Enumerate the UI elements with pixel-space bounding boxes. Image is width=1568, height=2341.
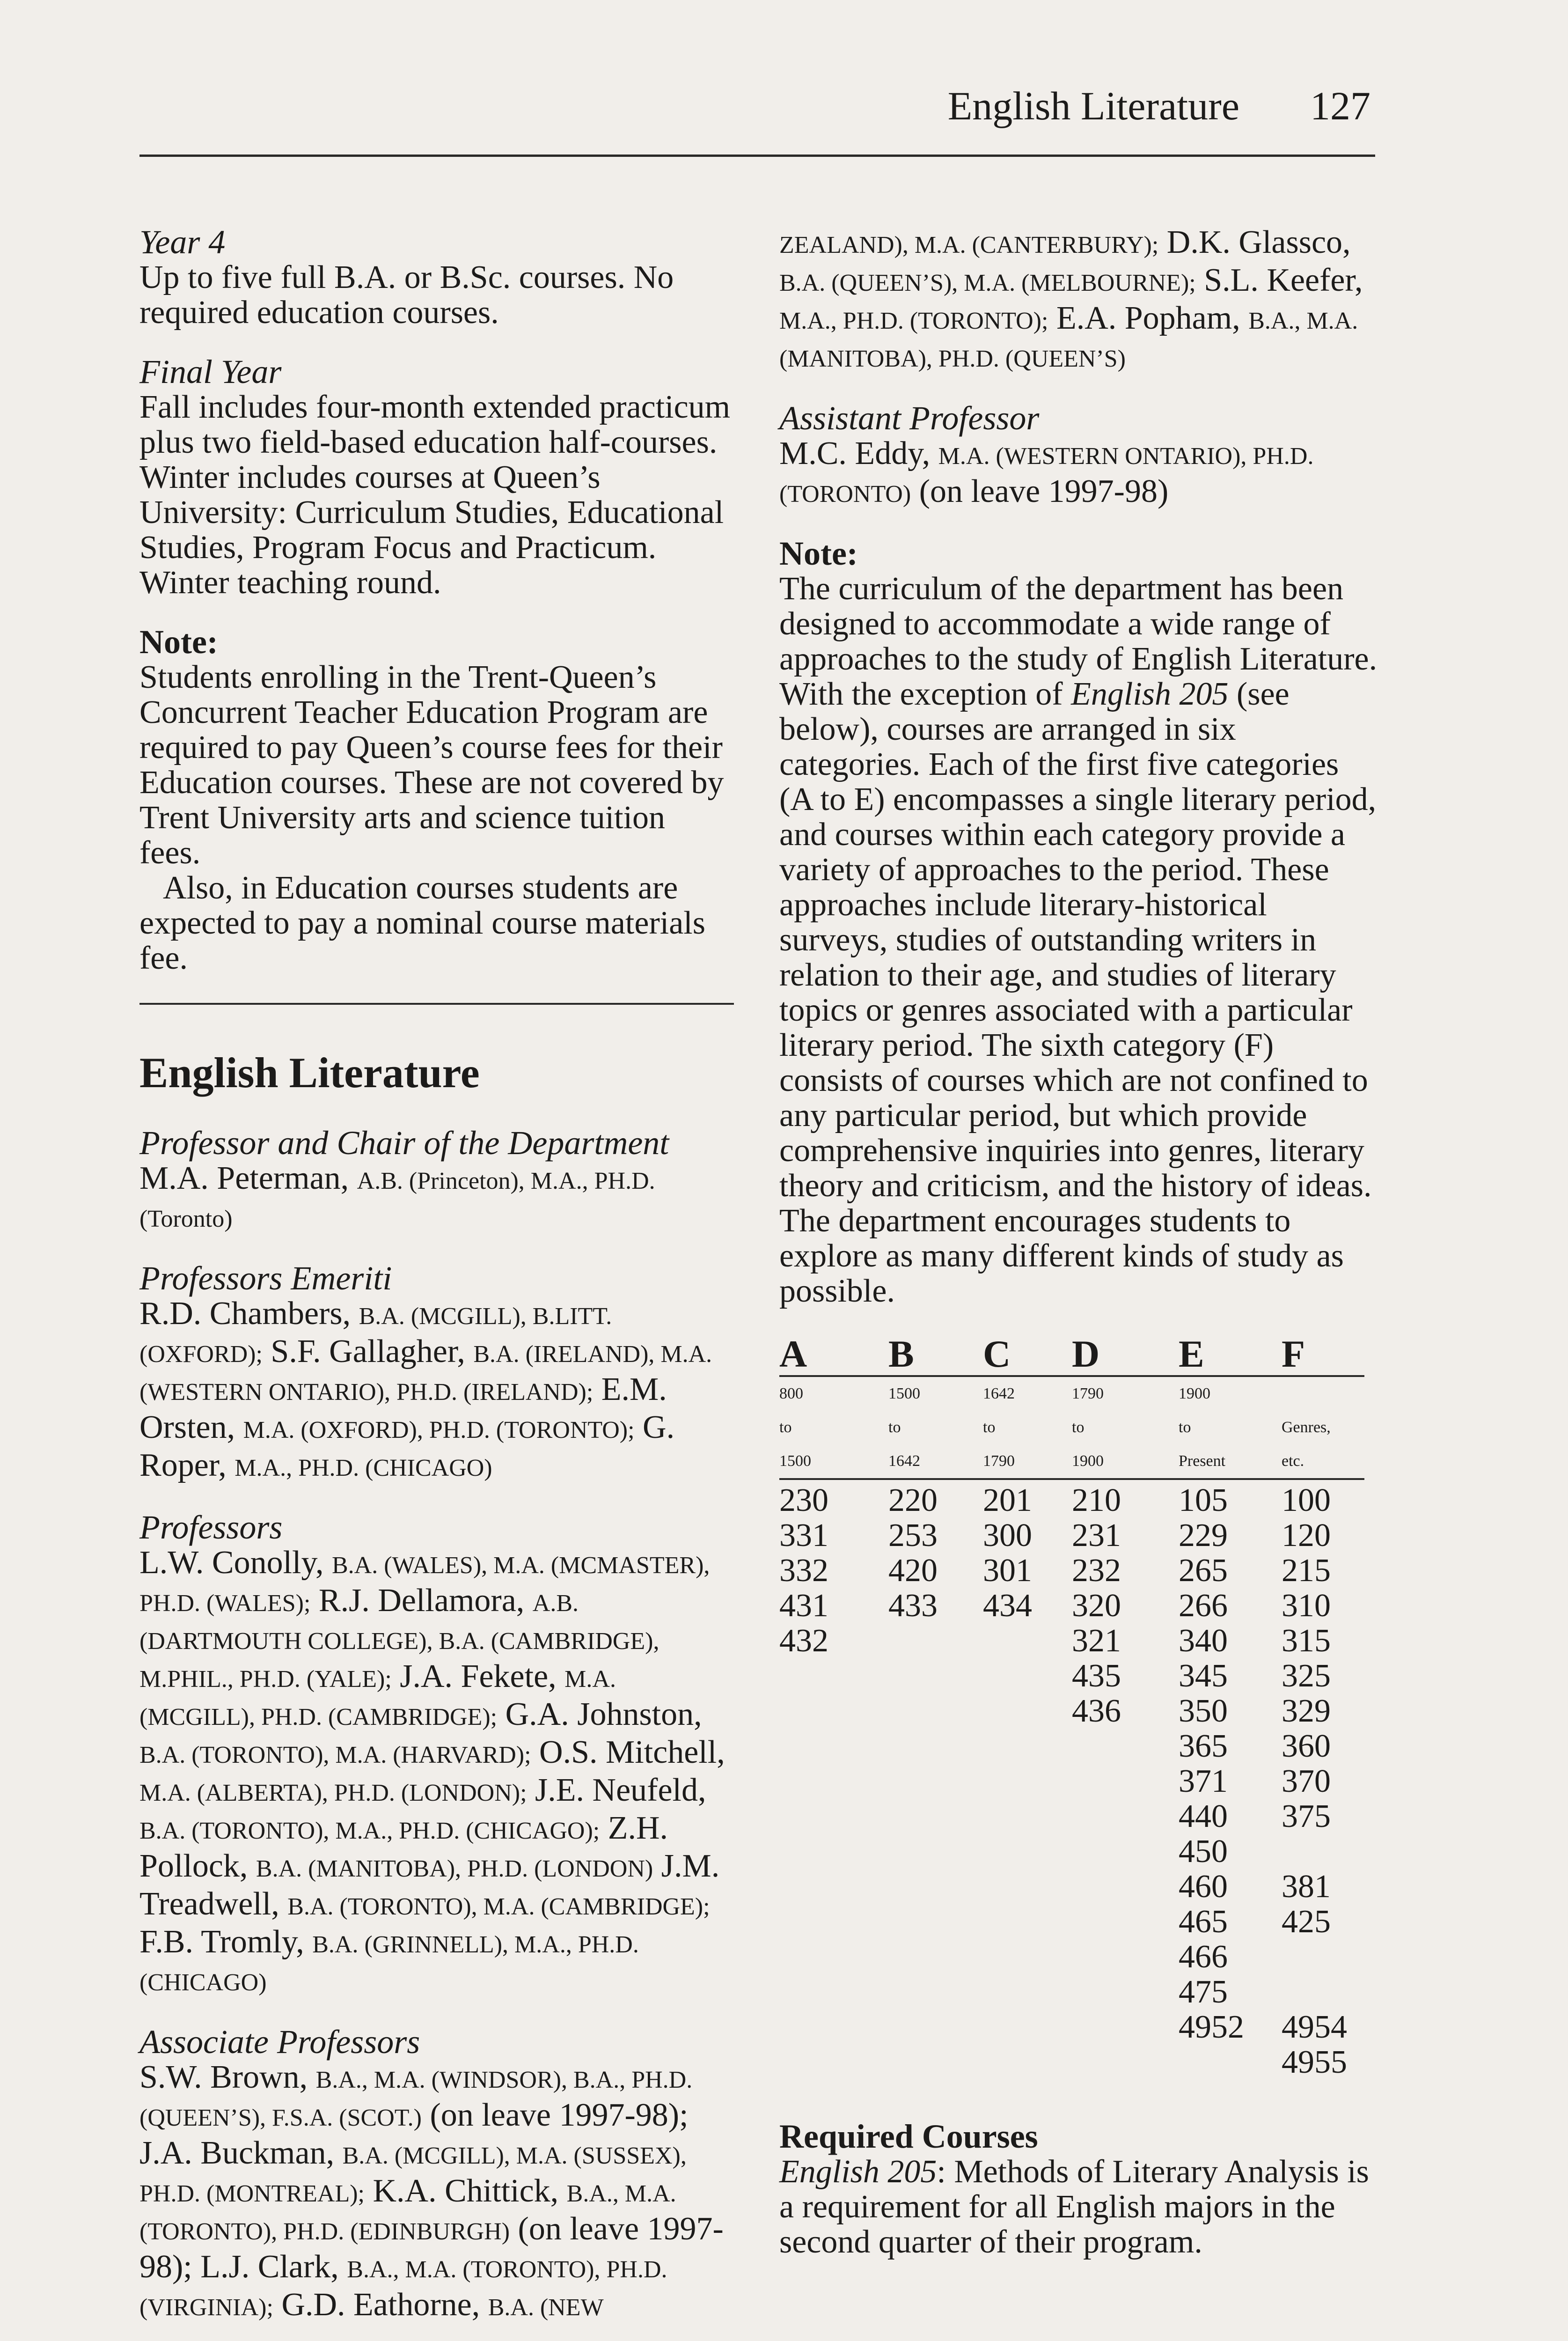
category-course-columns: [779, 1483, 1378, 2080]
right-column: [779, 225, 1378, 2260]
course-number: 360: [1282, 1728, 1331, 1764]
course-number: 420: [888, 1553, 938, 1589]
course-number: 100: [1282, 1482, 1331, 1518]
education-note-p1: Students enrolling in the Trent-Queen’s Concurrent Teacher Education Program are required to pay Queen’s course fees for their Education courses. These are not covered by Trent University arts and science tuition fees.: [139, 659, 724, 871]
faculty-credentials: B.A. (TORONTO), M.A., PH.D. (CHICAGO);: [139, 1818, 600, 1844]
faculty-credentials: B.A. (TORONTO), M.A. (CAMBRIDGE);: [287, 1893, 710, 1920]
faculty-credentials: ZEALAND), M.A. (CANTERBURY);: [779, 232, 1159, 258]
faculty-note: (on leave 1997-98);: [430, 2097, 689, 2133]
faculty-credentials: B.A. (QUEEN’S), M.A. (MELBOURNE);: [779, 270, 1196, 296]
faculty-name: L.J. Clark,: [200, 2249, 339, 2285]
faculty-name: D.K. Glassco,: [1166, 224, 1351, 260]
course-number: 301: [983, 1553, 1032, 1589]
category-course-column: [1072, 1483, 1179, 2080]
curriculum-note-heading: Note:: [779, 535, 858, 572]
range-to: Genres,: [1282, 1419, 1331, 1436]
range-start: 1642: [983, 1385, 1015, 1402]
course-number: 265: [1179, 1553, 1228, 1589]
faculty-credentials: B.A. (TORONTO), M.A. (HARVARD);: [139, 1742, 531, 1768]
note-course-reference: English 205: [1071, 676, 1229, 712]
required-courses: [779, 2119, 1378, 2260]
faculty-name: J.E. Neufeld,: [535, 1772, 706, 1808]
faculty-credentials: B.A. (WALES), M.A. (MCMASTER), PH.D. (WALES);: [139, 1552, 710, 1617]
chair-entry: [139, 1161, 734, 1237]
category-course-column: [888, 1483, 983, 2080]
course-number: [1282, 1834, 1375, 1869]
faculty-name: S.W. Brown,: [139, 2059, 308, 2095]
course-number: 425: [1282, 1904, 1331, 1940]
course-number: 371: [1179, 1763, 1228, 1799]
curriculum-note-text: [779, 571, 1378, 1309]
range-end: 1500: [779, 1452, 811, 1470]
course-number: 345: [1179, 1658, 1228, 1694]
faculty-name: S.L. Keefer,: [1204, 262, 1363, 298]
course-number: [1282, 1974, 1375, 2010]
chair-heading: Professor and Chair of the Department: [139, 1124, 669, 1162]
range-row-start: [779, 1377, 1378, 1411]
course-number: 436: [1072, 1693, 1121, 1729]
assistant-entry: [779, 436, 1378, 512]
education-note: [139, 625, 734, 976]
course-number: 321: [1072, 1623, 1121, 1659]
associate-continued: [779, 225, 1378, 376]
course-number: 253: [888, 1517, 938, 1553]
required-courses-description: : Methods of Literary Analysis is a requirement for all English majors in the second quarter of their program.: [779, 2154, 1369, 2260]
course-number: 340: [1179, 1623, 1228, 1659]
course-number: 210: [1072, 1482, 1121, 1518]
course-number: 215: [1282, 1553, 1331, 1589]
course-number: 466: [1179, 1939, 1228, 1975]
chair-name: M.A. Peterman,: [139, 1160, 349, 1196]
curriculum-note: [779, 536, 1378, 1309]
professors-heading: Professors: [139, 1509, 283, 1546]
range-to: to: [983, 1419, 996, 1436]
year4-text: Up to five full B.A. or B.Sc. courses. No required education courses.: [139, 259, 674, 331]
range-start: 1500: [888, 1385, 920, 1402]
faculty-note: (on leave 1997-98);: [139, 2211, 724, 2285]
category-course-column: [983, 1483, 1072, 2080]
course-number: 310: [1282, 1588, 1331, 1624]
course-number: 475: [1179, 1974, 1228, 2010]
page-number: 127: [1310, 83, 1370, 128]
faculty-name: M.C. Eddy,: [779, 435, 931, 471]
category-letter: D: [1072, 1332, 1100, 1375]
faculty-name: G.D. Eathorne,: [281, 2287, 480, 2323]
faculty-name: G.A. Johnston,: [505, 1696, 702, 1732]
faculty-credentials: M.A. (MCGILL), PH.D. (CAMBRIDGE);: [139, 1666, 616, 1730]
category-letter: A: [779, 1332, 807, 1375]
course-number: 434: [983, 1588, 1032, 1624]
category-letter: E: [1179, 1332, 1204, 1375]
course-number: 4955: [1282, 2044, 1347, 2080]
course-number: 266: [1179, 1588, 1228, 1624]
course-number: 332: [779, 1553, 828, 1589]
range-to: to: [1179, 1419, 1191, 1436]
course-number: 435: [1072, 1658, 1121, 1694]
assistant-heading: Assistant Professor: [779, 399, 1040, 437]
category-letters-row: [779, 1333, 1378, 1375]
course-number: [1282, 1939, 1375, 1974]
faculty-credentials: M.A. (OXFORD), PH.D. (TORONTO);: [243, 1417, 635, 1443]
category-letter: F: [1282, 1332, 1305, 1375]
associate-section: [139, 2024, 734, 2325]
assistant-section: [779, 401, 1378, 512]
faculty-credentials: B.A. (MANITOBA), PH.D. (LONDON): [256, 1855, 653, 1882]
faculty-credentials: B.A. (NEW: [488, 2294, 604, 2321]
course-number: 232: [1072, 1553, 1121, 1589]
course-number: 105: [1179, 1482, 1228, 1518]
left-column: [139, 225, 734, 2325]
note-text-part: The curriculum of the department has been designed to accommodate a wide range of approaches to the study of English Literature. With the exception of: [779, 571, 1377, 712]
range-to: to: [779, 1419, 792, 1436]
chair-section: [139, 1126, 734, 1237]
faculty-name: J.A. Buckman,: [139, 2135, 335, 2171]
course-number: 381: [1282, 1869, 1331, 1905]
faculty-name: K.A. Chittick,: [373, 2173, 559, 2209]
course-number: 365: [1179, 1728, 1228, 1764]
course-number: 300: [983, 1517, 1032, 1553]
faculty-name: J.M. Treadwell,: [139, 1848, 720, 1922]
range-start: [1282, 1377, 1375, 1411]
faculty-credentials: B.A., M.A. (TORONTO), PH.D. (EDINBURGH): [139, 2180, 676, 2245]
faculty-name: F.B. Tromly,: [139, 1924, 304, 1960]
course-number: 231: [1072, 1517, 1121, 1553]
note-text-part: (see below), courses are arranged in six categories. Each of the first five categories (A to E) encompasses a single literary period, and courses within each category provide a variety of approaches to the period. These approaches include literary-historical surveys, studies of outstanding writers in relation to their age, and studies of literary topics or genres associated with a particular literary period. The sixth category (F) consists of courses which are not confined to any particular period, but which provide comprehensive inquiries into genres, literary theory and criticism, and the history of ideas. The department encourages students to explore as many different kinds of study as possible.: [779, 676, 1377, 1309]
education-note-heading: Note:: [139, 623, 218, 661]
range-start: 1900: [1179, 1385, 1210, 1402]
professors-list: [139, 1545, 734, 2000]
range-row-to: [779, 1411, 1378, 1444]
range-end: etc.: [1282, 1452, 1304, 1470]
range-end: Present: [1179, 1452, 1226, 1470]
final-year-text: Fall includes four-month extended practicum plus two field-based education half-courses. Winter includes courses at Queen’s University: Curriculum Studies, Educational Studies, Program Focus and Practicum. Winter teaching round.: [139, 389, 731, 601]
faculty-name: G. Roper,: [139, 1409, 675, 1483]
faculty-credentials: M.A. (WESTERN ONTARIO), PH.D. (TORONTO): [779, 443, 1314, 508]
emeriti-list: [139, 1296, 734, 1486]
faculty-name: Z.H. Pollock,: [139, 1810, 668, 1884]
faculty-credentials: B.A. (MCGILL), B.LITT. (OXFORD);: [139, 1303, 612, 1368]
faculty-name: E.A. Popham,: [1056, 300, 1240, 336]
faculty-name: R.D. Chambers,: [139, 1296, 351, 1332]
emeriti-heading: Professors Emeriti: [139, 1259, 392, 1297]
range-end: 1790: [983, 1452, 1015, 1470]
course-number: 220: [888, 1482, 938, 1518]
header-rule: [139, 155, 1375, 157]
range-row-end: [779, 1444, 1378, 1478]
category-course-column: [1282, 1483, 1375, 2080]
course-number: 450: [1179, 1833, 1228, 1870]
faculty-note: (on leave 1997-98): [919, 473, 1169, 509]
year4-section: [139, 225, 734, 330]
education-note-p2: Also, in Education courses students are expected to pay a nominal course materials fee.: [139, 870, 705, 976]
course-number: 465: [1179, 1904, 1228, 1940]
course-number: 331: [779, 1517, 828, 1553]
range-to: to: [1072, 1419, 1084, 1436]
running-title: English Literature: [947, 83, 1239, 128]
final-year-section: [139, 354, 734, 600]
faculty-name: S.F. Gallagher,: [271, 1333, 465, 1369]
faculty-credentials: M.A., PH.D. (CHICAGO): [234, 1455, 492, 1481]
associate-list: [139, 2060, 734, 2325]
course-number: 4954: [1282, 2009, 1347, 2045]
required-courses-text: [779, 2154, 1378, 2260]
course-number: 375: [1282, 1798, 1331, 1834]
faculty-credentials: M.A. (ALBERTA), PH.D. (LONDON);: [139, 1780, 527, 1806]
category-letter: B: [888, 1332, 914, 1375]
category-ranges: [779, 1377, 1378, 1478]
course-number: 440: [1179, 1798, 1228, 1834]
faculty-credentials: B.A. (IRELAND), M.A. (WESTERN ONTARIO), PH.D. (IRELAND);: [139, 1341, 712, 1406]
faculty-name: J.A. Fekete,: [400, 1658, 557, 1694]
course-number: 4952: [1179, 2009, 1244, 2045]
range-start: 1790: [1072, 1385, 1104, 1402]
category-table: [779, 1333, 1378, 2080]
category-letter: C: [983, 1332, 1011, 1375]
faculty-credentials: B.A., M.A. (WINDSOR), B.A., PH.D. (QUEEN’S), F.S.A. (SCOT.): [139, 2067, 693, 2131]
course-number: 350: [1179, 1693, 1228, 1729]
course-number: 329: [1282, 1693, 1331, 1729]
range-end: 1900: [1072, 1452, 1104, 1470]
faculty-name: L.W. Conolly,: [139, 1545, 324, 1581]
professors-section: [139, 1510, 734, 2000]
faculty-name: R.J. Dellamora,: [318, 1583, 525, 1619]
category-course-column: [1179, 1483, 1282, 2080]
category-course-column: [779, 1483, 888, 2080]
section-title: English Literature: [139, 1049, 480, 1097]
course-number: 230: [779, 1482, 828, 1518]
faculty-credentials: B.A. (GRINNELL), M.A., PH.D. (CHICAGO): [139, 1931, 639, 1996]
course-number: 315: [1282, 1623, 1331, 1659]
course-number: 460: [1179, 1869, 1228, 1905]
range-end: 1642: [888, 1452, 920, 1470]
associate-continued-list: [779, 225, 1378, 376]
course-number: 433: [888, 1588, 938, 1624]
faculty-name: E.M. Orsten,: [139, 1371, 667, 1445]
section-divider: [139, 1003, 734, 1005]
range-to: to: [888, 1419, 901, 1436]
faculty-credentials: B.A., M.A. (TORONTO), PH.D. (VIRGINIA);: [139, 2256, 667, 2321]
course-number: 320: [1072, 1588, 1121, 1624]
required-course-reference: English 205: [779, 2154, 937, 2190]
year4-heading: Year 4: [139, 223, 226, 261]
course-number: 229: [1179, 1517, 1228, 1553]
final-year-heading: Final Year: [139, 353, 282, 390]
faculty-credentials: B.A., M.A. (MANITOBA), PH.D. (QUEEN’S): [779, 308, 1358, 372]
table-rule-bottom: [779, 1478, 1364, 1480]
required-courses-heading: Required Courses: [779, 2118, 1038, 2155]
faculty-credentials: M.A., PH.D. (TORONTO);: [779, 308, 1048, 334]
course-number: 325: [1282, 1658, 1331, 1694]
faculty-credentials: B.A. (MCGILL), M.A. (SUSSEX), PH.D. (MONTREAL);: [139, 2142, 687, 2207]
course-number: 120: [1282, 1517, 1331, 1553]
chair-credentials: A.B. (Princeton), M.A., PH.D. (Toronto): [139, 1168, 655, 1232]
faculty-credentials: A.B. (DARTMOUTH COLLEGE), B.A. (CAMBRIDGE), M.PHIL., PH.D. (YALE);: [139, 1590, 659, 1693]
course-number: 431: [779, 1588, 828, 1624]
associate-heading: Associate Professors: [139, 2023, 420, 2061]
course-number: 201: [983, 1482, 1032, 1518]
range-start: 800: [779, 1385, 803, 1402]
course-number: 370: [1282, 1763, 1331, 1799]
course-number: 432: [779, 1623, 828, 1659]
emeriti-section: [139, 1261, 734, 1486]
running-header: [139, 82, 1375, 129]
faculty-name: O.S. Mitchell,: [539, 1734, 725, 1770]
